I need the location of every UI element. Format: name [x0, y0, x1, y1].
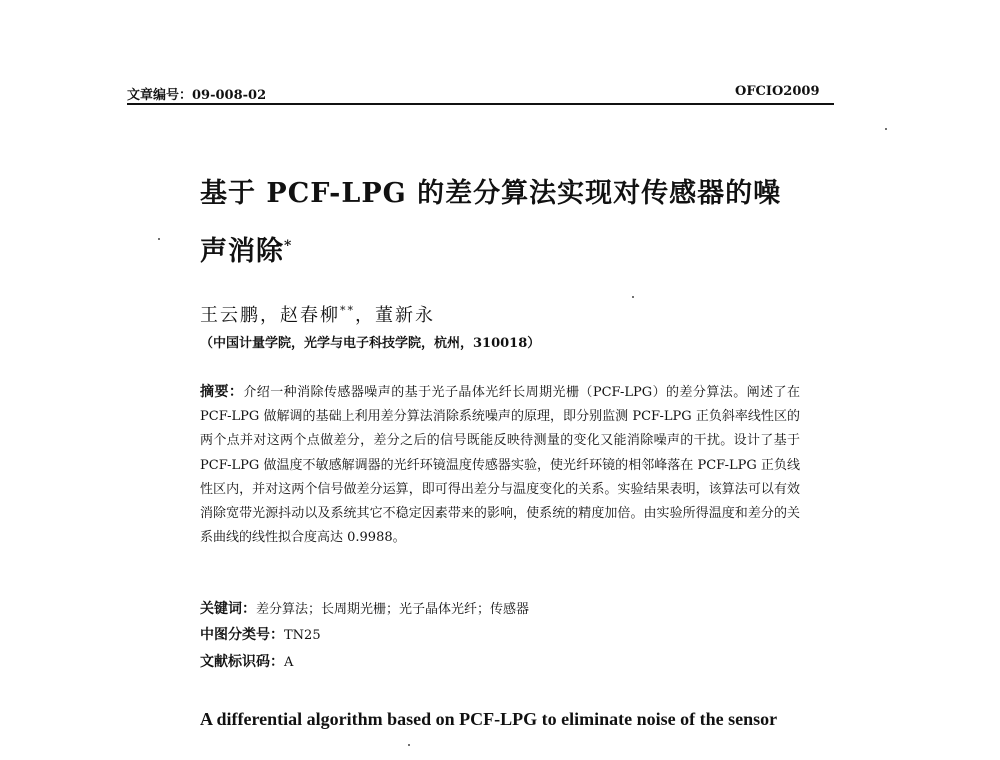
abstract-text: 介绍一种消除传感器噪声的基于光子晶体光纤长周期光栅（PCF-LPG）的差分算法。阐述了在 PCF-LPG 做解调的基础上利用差分算法消除系统噪声的原理，即分别监测 PCF-LPG 正负斜率线性区的两个点并对这两个点做差分，差分之后的信号既能反映待测量的变化又能消除噪声的干扰。设计了基于 PCF-LPG 做温度不敏感解调器的光纤环镜温度传感器实验，使光纤环镜的相邻峰落在 PCF-LPG 正负线性区内，并对这两个信号做差分运算，即可得出差分与温度变化的关系。实验结果表明，该算法可以有效消除宽带光源抖动以及系统其它不稳定因素带来的影响，使系统的精度加倍。由实验所得温度和差分的关系曲线的线性拟合度高达 0.9988。 [200, 385, 800, 546]
scan-speck [632, 296, 634, 298]
doc-code-value: A [284, 655, 294, 670]
keywords-text: 差分算法；长周期光栅；光子晶体光纤；传感器 [256, 602, 530, 617]
author-1: 王云鹏， [200, 305, 280, 326]
paper-title [200, 168, 820, 278]
english-title: A differential algorithm based on PCF-LPG to eliminate noise of the sensor [200, 709, 778, 729]
author-2: 赵春柳 [280, 305, 340, 326]
scan-speck [408, 744, 410, 746]
scan-speck [885, 128, 887, 130]
doc-code-label: 文献标识码： [200, 654, 284, 670]
clc-value: TN25 [284, 628, 321, 643]
abstract [200, 380, 800, 550]
author-list [200, 301, 435, 327]
conference-label: OFCIO2009 [735, 84, 820, 99]
title-footnote-mark: * [284, 238, 293, 254]
scan-speck [158, 238, 160, 240]
author-2-mark: ** [340, 304, 355, 317]
title-line-1: 基于 PCF-LPG 的差分算法实现对传感器的噪 [200, 178, 782, 209]
keywords-label: 关键词： [200, 601, 256, 617]
header-rule [127, 103, 834, 105]
classification-number [200, 624, 321, 644]
title-line-2-text: 声消除 [200, 236, 284, 267]
document-code [200, 651, 293, 671]
affiliation: （中国计量学院，光学与电子科技学院，杭州，310018） [200, 336, 541, 351]
title-line-2 [200, 220, 820, 278]
keywords [200, 598, 529, 618]
article-number: 文章编号：09-008-02 [127, 88, 267, 103]
abstract-label: 摘要： [200, 384, 244, 400]
author-3: ，董新永 [355, 305, 435, 326]
clc-label: 中图分类号： [200, 627, 284, 643]
